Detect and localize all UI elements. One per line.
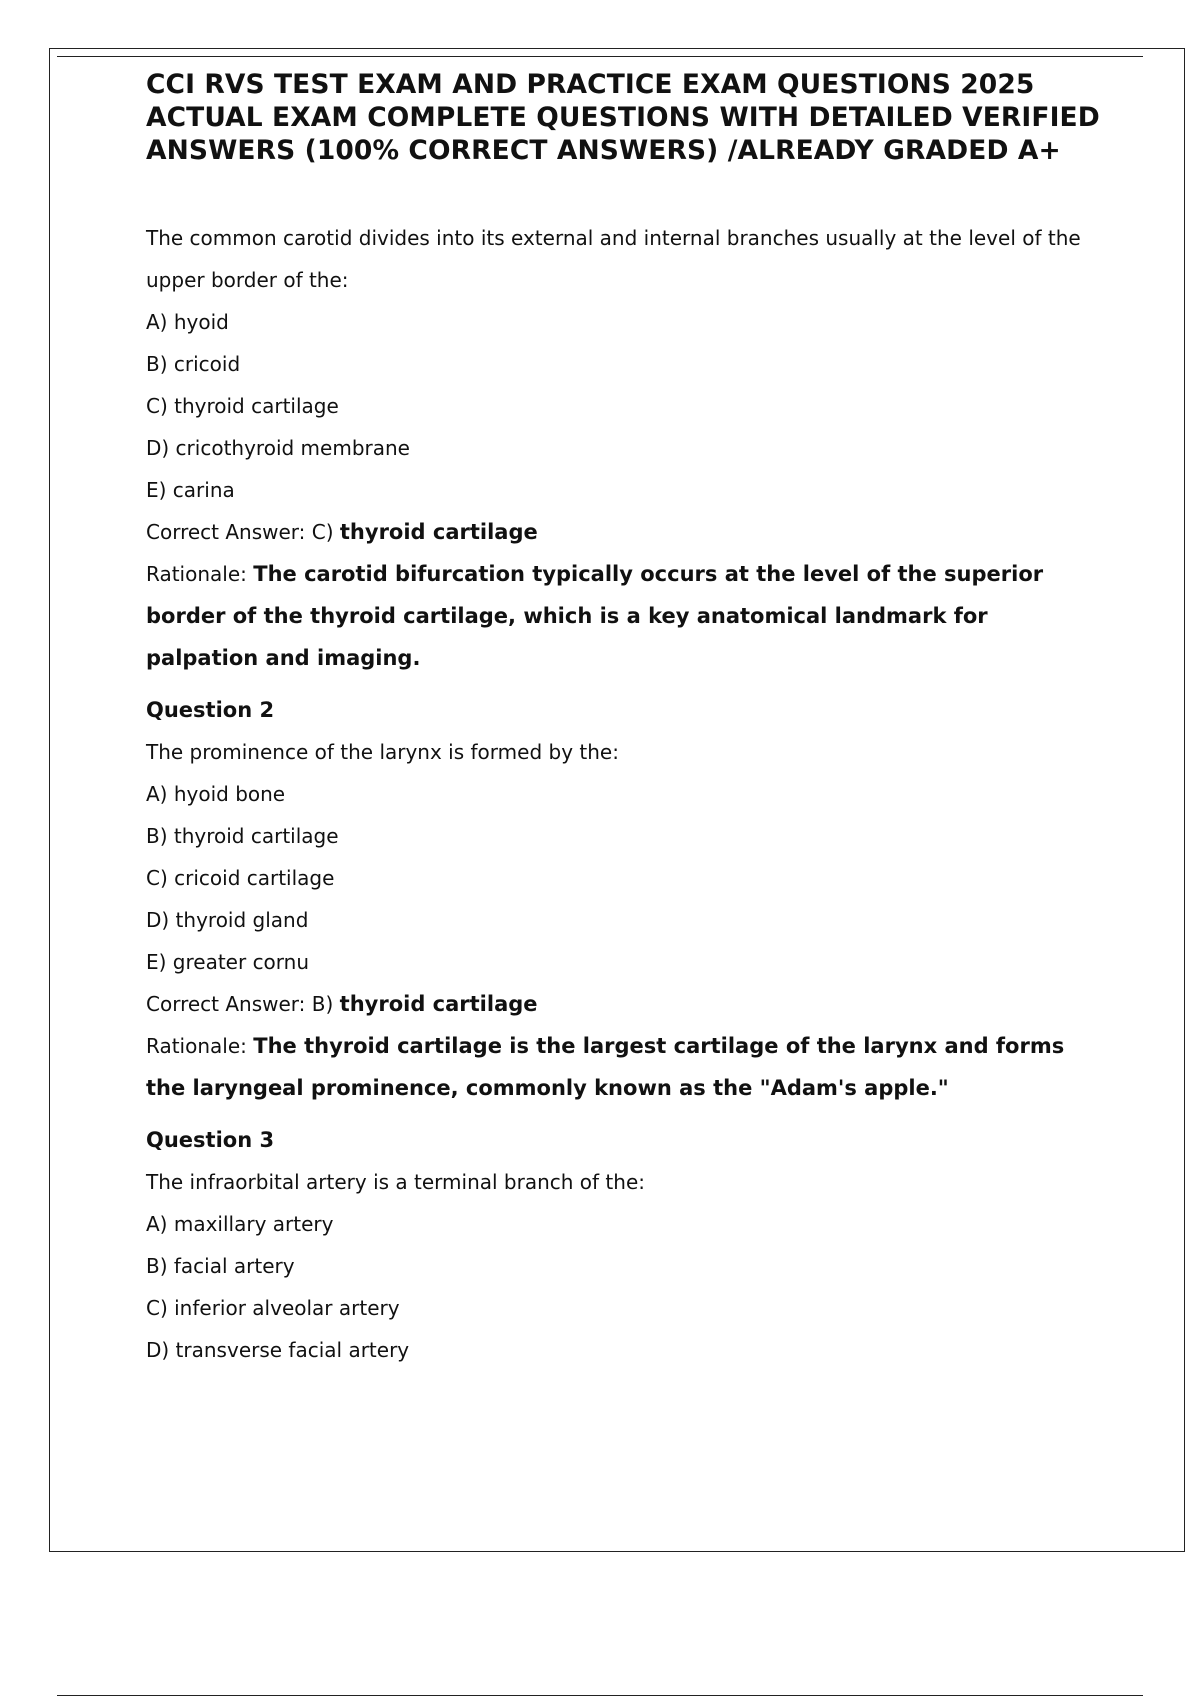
correct-answer-text: thyroid cartilage bbox=[339, 520, 538, 544]
correct-answer-label: Correct Answer: C) bbox=[146, 520, 334, 544]
document-title: CCI RVS TEST EXAM AND PRACTICE EXAM QUESTIONS 2025 ACTUAL EXAM COMPLETE QUESTIONS WITH DETAILED VERIFIED ANSWERS (100% CORRECT ANSWERS) /ALREADY GRADED A+ bbox=[146, 69, 1100, 166]
document-content bbox=[146, 68, 1106, 1371]
question-stem: The infraorbital artery is a terminal branch of the: bbox=[146, 1170, 645, 1194]
rationale bbox=[146, 1025, 1106, 1109]
option-item: D) cricothyroid membrane bbox=[146, 436, 410, 460]
question-block-3 bbox=[146, 1119, 1106, 1371]
rationale-label: Rationale: bbox=[146, 562, 247, 586]
question-block-2 bbox=[146, 689, 1106, 1109]
option-item: C) thyroid cartilage bbox=[146, 394, 339, 418]
rationale-label: Rationale: bbox=[146, 1034, 247, 1058]
correct-answer bbox=[146, 983, 1106, 1025]
option-item: E) greater cornu bbox=[146, 950, 310, 974]
question-stem: The common carotid divides into its external and internal branches usually at the level of the upper border of the: bbox=[146, 226, 1081, 292]
question-block-1 bbox=[146, 217, 1106, 679]
question-stem: The prominence of the larynx is formed by the: bbox=[146, 740, 619, 764]
option-item: B) thyroid cartilage bbox=[146, 824, 339, 848]
option-item: A) maxillary artery bbox=[146, 1212, 334, 1236]
option-item: B) cricoid bbox=[146, 352, 241, 376]
rationale bbox=[146, 553, 1106, 679]
rationale-text: The carotid bifurcation typically occurs at the level of the superior border of the thyroid cartilage, which is a key anatomical landmark for palpation and imaging. bbox=[146, 562, 1044, 670]
option-item: C) inferior alveolar artery bbox=[146, 1296, 400, 1320]
question-heading: Question 2 bbox=[146, 698, 275, 722]
bottom-rule bbox=[57, 1695, 1143, 1696]
correct-answer bbox=[146, 511, 1106, 553]
option-item: C) cricoid cartilage bbox=[146, 866, 335, 890]
rationale-text: The thyroid cartilage is the largest cartilage of the larynx and forms the laryngeal prominence, commonly known as the "Adam's apple." bbox=[146, 1034, 1065, 1100]
correct-answer-label: Correct Answer: B) bbox=[146, 992, 334, 1016]
option-item: D) transverse facial artery bbox=[146, 1338, 410, 1362]
correct-answer-text: thyroid cartilage bbox=[339, 992, 538, 1016]
option-item: A) hyoid bone bbox=[146, 782, 286, 806]
question-heading: Question 3 bbox=[146, 1128, 275, 1152]
option-item: D) thyroid gland bbox=[146, 908, 309, 932]
option-item: A) hyoid bbox=[146, 310, 229, 334]
option-item: B) facial artery bbox=[146, 1254, 295, 1278]
option-item: E) carina bbox=[146, 478, 235, 502]
